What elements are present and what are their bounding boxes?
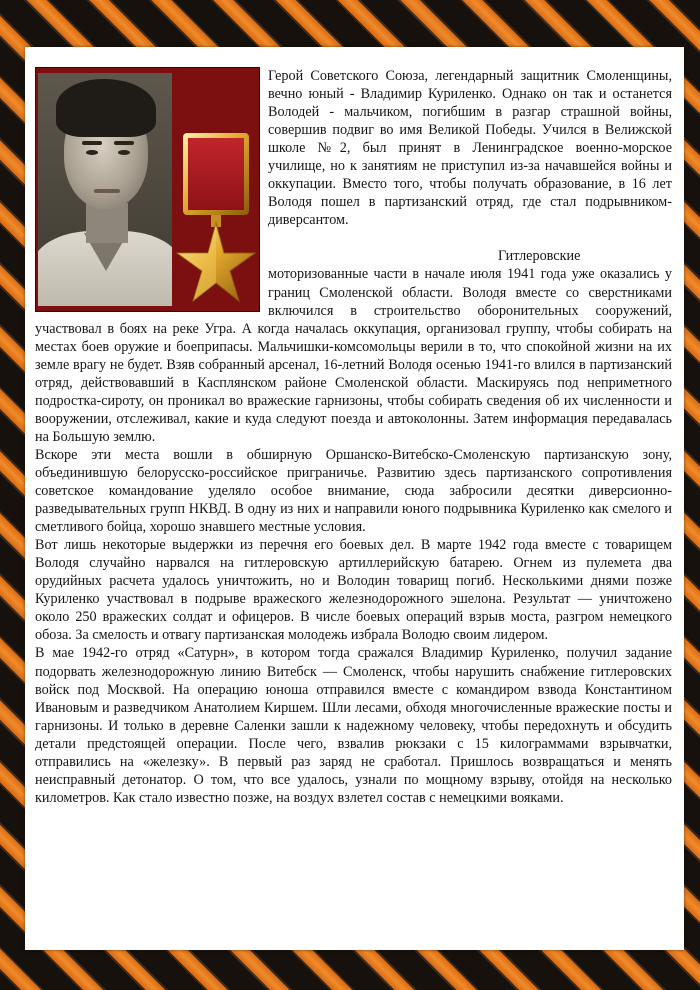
hero-portrait-panel <box>35 67 260 312</box>
paragraph-intro: Герой Советского Союза, легендарный защитник Смоленщины, вечно юный - Владимир Куриленко. Однако он так и останется Володей - мальчиком, погибшим в разгар страшной войны, совершив подвиг во имя Великой Победы. Учился в Велижской школе №2, был принят в Ленинградское военно-морское училище, но к занятиям не приступил из-за начавшейся войны и оккупации. Вместо того, чтобы получать образование, в 16 лет Володя пошел в партизанский отряд, где стал подрывником-диверсантом. <box>268 68 672 229</box>
gold-star-medal-icon <box>175 77 257 307</box>
paragraph-partisan-zone: Вскоре эти места вошли в обширную Оршанско-Витебско-Смоленскую партизанскую зону, объединившую белорусско-российское приграничье. Развитию здесь партизанского сопротивления советское командование уделяло особое внимание, сюда забросили десятки диверсионно-разведывательных групп НКВД. В одну из них и направили юного подрывника Куриленко как смелого и сметливого бойца, хорошо знавшего местные условия. <box>35 446 672 536</box>
article-body <box>35 67 672 807</box>
document-sheet <box>25 47 684 950</box>
portrait-photo <box>38 73 172 306</box>
paragraph-occupation: Гитлеровские моторизованные части в начале июля 1941 года уже оказались у границ Смоленской области. Володя вместе со сверстниками включился в строительство оборонительных сооружений, участвовал в боях на реке Угра. А когда началась оккупация, организовал группу, чтобы собирать на местах боев оружие и боеприпасы. Мальчишки-комсомольцы верили в то, что спокойной жизни на их земле врагу не будет. Взяв собранный арсенал, 16-летний Володя осенью 1941-го влился в партизанский отряд, действовавший в Касплянском районе Смоленской области. Маскируясь под неприметного подростка-сироту, он проникал во вражеские гарнизоны, чтобы собирать сведения об их численности и вооружении, отслеживал, какие и куда следуют поезда и автоколонны. Затем информация передавалась на Большую землю. <box>35 248 672 445</box>
paragraph-battle-deeds: Вот лишь некоторые выдержки из перечня его боевых дел. В марте 1942 года вместе с товарищем Володя случайно нарвался на гитлеровскую артиллерийскую батарею. Огнем из пулемета два орудийных расчета удалось уничтожить, но и Володин товарищ погиб. Несколькими днями позже Куриленко участвовал в подрыве вражеского железнодорожного эшелона. Результат — уничтожено около 250 вражеских солдат и офицеров. В числе боевых операций взрыв моста, разгром немецкого обоза. За смелость и отвагу партизанская молодежь избрала Володю своим лидером. <box>35 537 672 644</box>
paragraph-saturn-operation: В мае 1942-го отряд «Сатурн», в котором тогда сражался Владимир Куриленко, получил задание подорвать железнодорожную линию Витебск — Смоленск, чтобы нарушить снабжение гитлеровских войск под Москвой. На операцию юноша отправился вместе с командиром взвода Константином Ивановым и разведчиком Анатолием Киршем. Шли лесами, обходя многочисленные вражеские посты и гарнизоны. И только в деревне Саленки зашли к надежному человеку, чтобы передохнуть и обсудить детали предстоящей операции. После чего, взвалив рюкзаки с 15 килограммами взрывчатки, отправились на «железку». В первый раз заряд не сработал. Пришлось возвращаться и менять неисправный детонатор. О том, что все удалось, узнали по мощному взрыву, отойдя на несколько километров. Как стало известно позже, на воздух взлетел состав с немецкими вояками. <box>35 645 672 806</box>
